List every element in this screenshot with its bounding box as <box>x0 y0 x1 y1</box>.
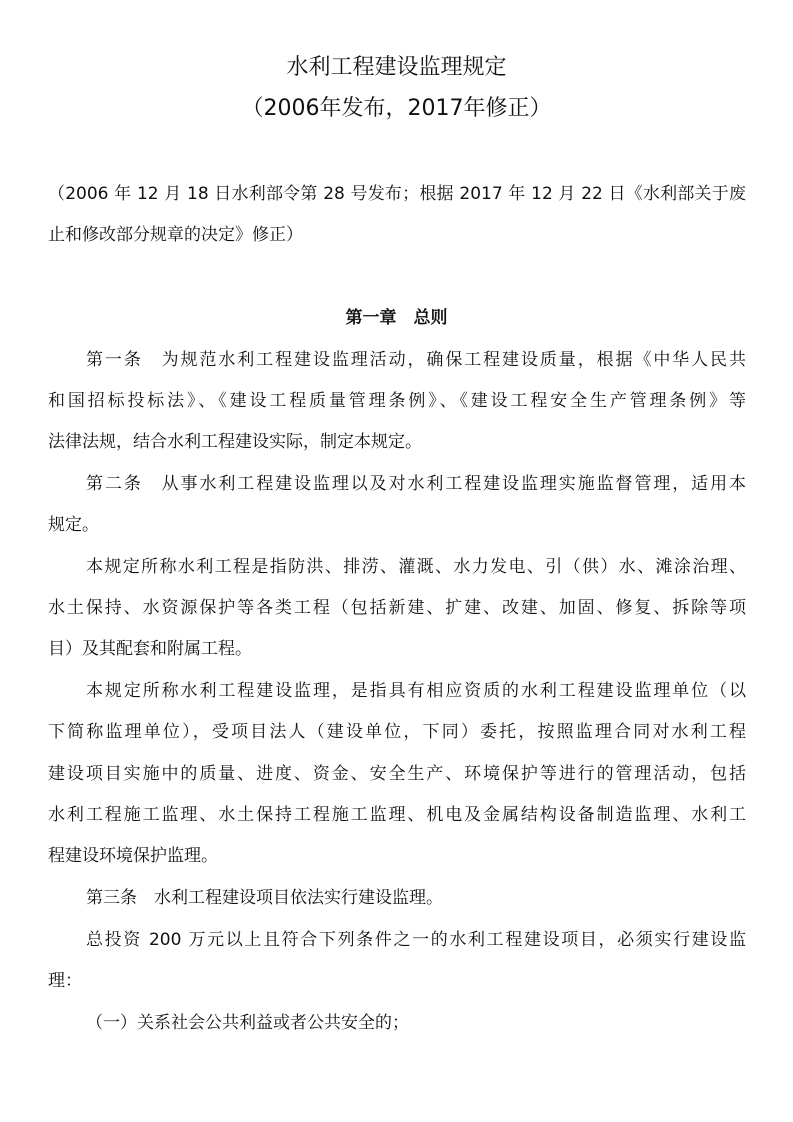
chapter-heading: 第一章 总则 <box>345 308 448 328</box>
paragraph-line: 下简称监理单位），受项目法人（建设单位，下同）委托，按照监理合同对水利工程 <box>48 722 746 742</box>
paragraph-line: 理： <box>48 971 82 991</box>
paragraph-line: 目）及其配套和附属工程。 <box>48 639 252 659</box>
paragraph-line: 和国招标投标法》、《建设工程质量管理条例》、《建设工程安全生产管理条例》等 <box>48 391 746 411</box>
paragraph-line: 规定。 <box>48 515 99 535</box>
paragraph-line: 总投资 200 万元以上且符合下列条件之一的水利工程建设项目，必须实行建设监 <box>86 930 746 950</box>
paragraph-line: 水土保持、水资源保护等各类工程（包括新建、扩建、改建、加固、修复、拆除等项 <box>48 598 746 618</box>
paragraph-line: 法律法规，结合水利工程建设实际，制定本规定。 <box>48 432 422 452</box>
document-subtitle: （2006年发布，2017年修正） <box>241 96 552 121</box>
document-title: 水利工程建设监理规定 <box>286 55 507 80</box>
source-note-line: 止和修改部分规章的决定》修正） <box>48 225 303 245</box>
paragraph-line: 本规定所称水利工程建设监理，是指具有相应资质的水利工程建设监理单位（以 <box>86 681 746 701</box>
paragraph-line: 水利工程施工监理、水土保持工程施工监理、机电及金属结构设备制造监理、水利工 <box>48 805 746 825</box>
source-note-line: （2006 年 12 月 18 日水利部令第 28 号发布；根据 2017 年 12 月 22 日《水利部关于废 <box>48 184 746 204</box>
paragraph-line: 第二条 从事水利工程建设监理以及对水利工程建设监理实施监督管理，适用本 <box>86 474 746 494</box>
paragraph-line: 程建设环境保护监理。 <box>48 846 218 866</box>
paragraph-line: 第一条 为规范水利工程建设监理活动，确保工程建设质量，根据《中华人民共 <box>86 350 746 370</box>
paragraph-line: 本规定所称水利工程是指防洪、排涝、灌溉、水力发电、引（供）水、滩涂治理、 <box>86 557 746 577</box>
paragraph-line: 建设项目实施中的质量、进度、资金、安全生产、环境保护等进行的管理活动，包括 <box>48 764 746 784</box>
list-item: （一）关系社会公共利益或者公共安全的； <box>86 1013 409 1033</box>
paragraph-line: 第三条 水利工程建设项目依法实行建设监理。 <box>86 888 443 908</box>
